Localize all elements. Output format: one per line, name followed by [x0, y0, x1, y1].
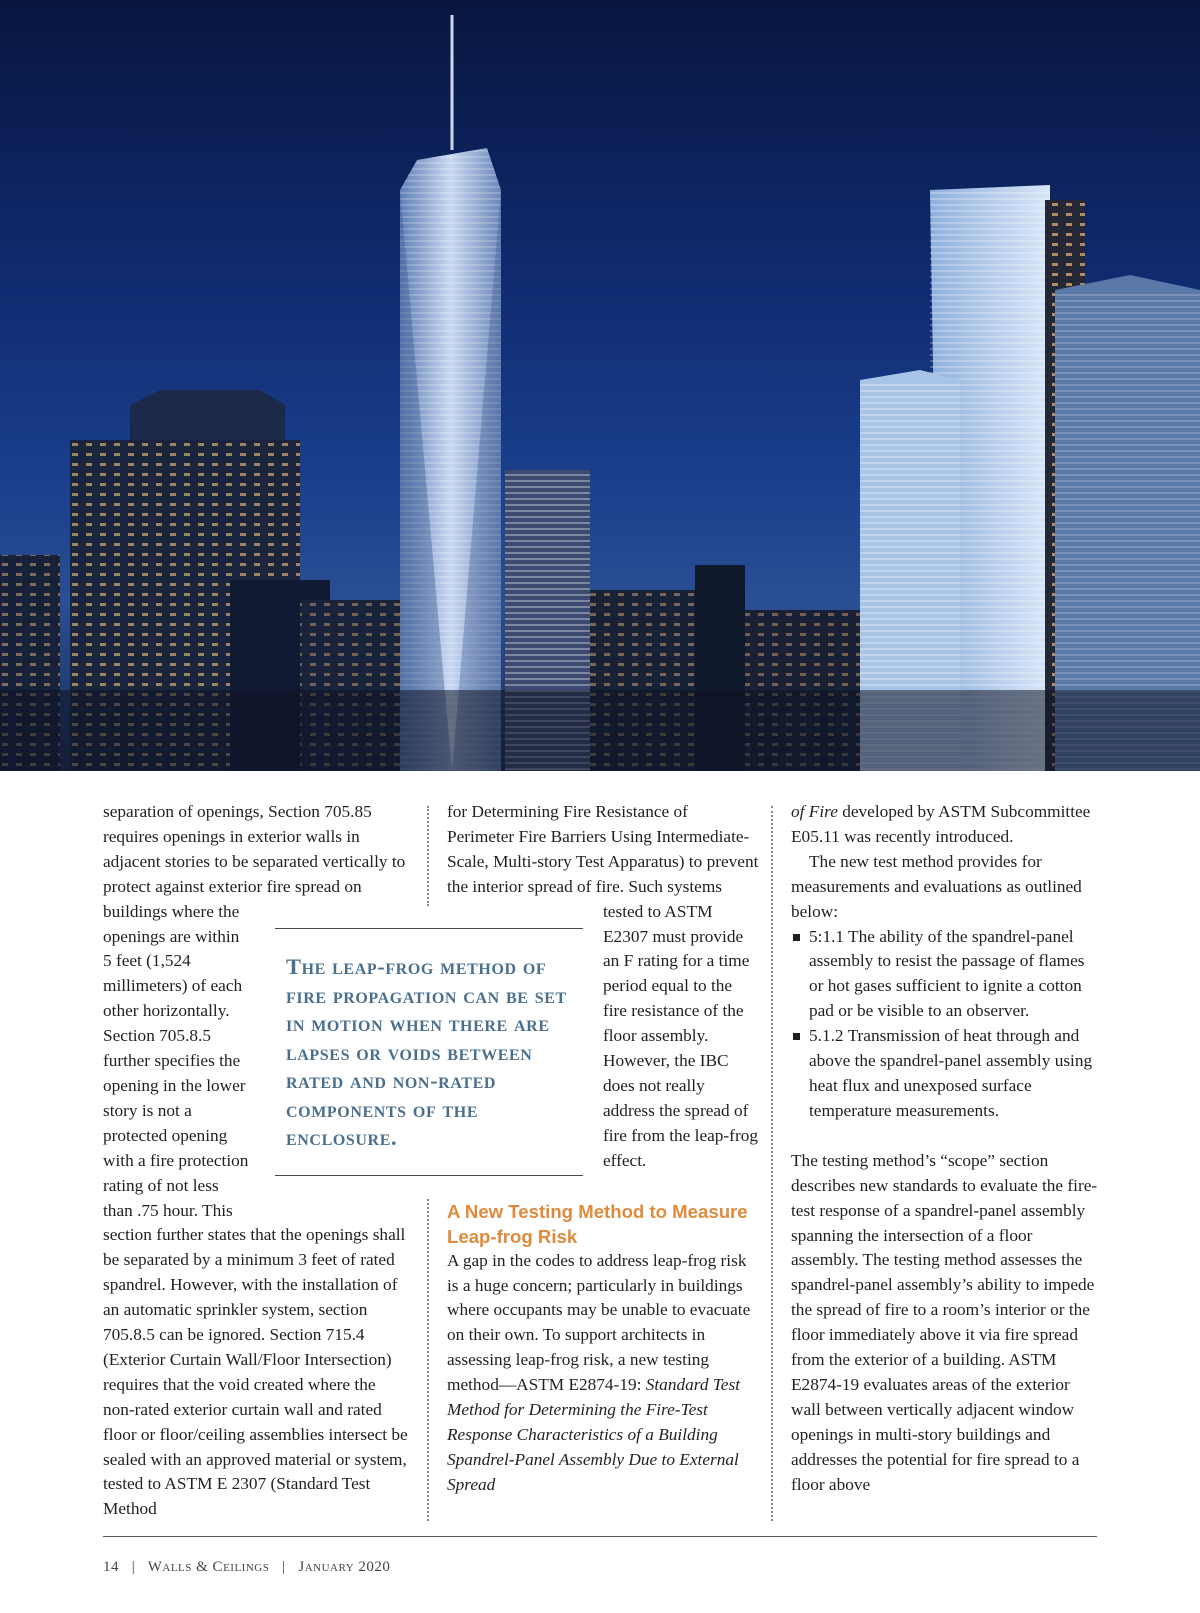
pull-quote-text: The leap-frog method of fire propagation can be set in motion when there are lapses or voids between rated and non-rated components of the enclosure.: [286, 954, 567, 1150]
issue-date: January 2020: [298, 1559, 391, 1575]
col3-paragraph-1: of Fire developed by ASTM Subcommittee E05.11 was recently introduced.: [791, 802, 1091, 846]
skyline-photo: [0, 0, 1200, 771]
col2-paragraph-1: for Determining Fire Resistance of Perimeter Fire Barriers Using Intermediate-Scale, Multi-story Test Apparatus) to prevent the interior spread of fire. Such systems tested to ASTM E2307 must provide an F rating for a time period equal to the fire resistance of the floor assembly. However, the IBC does not really address the spread of fire from the leap-frog effect.: [447, 802, 759, 1170]
page-number: 14: [103, 1559, 119, 1575]
section-heading: A New Testing Method to Measure Leap-frog Risk: [447, 1200, 748, 1247]
column-3: [791, 800, 1101, 1497]
magazine-name: Walls & Ceilings: [147, 1559, 270, 1575]
page-footer: 14 | Walls & Ceilings | January 2020: [103, 1559, 391, 1575]
column-divider-1b: [427, 1199, 429, 1521]
footer-rule: [103, 1536, 1097, 1537]
column-divider-2: [771, 806, 773, 1521]
skyline-illustration: [0, 0, 1200, 771]
list-item: 5:1.1 The ability of the spandrel-panel assembly to resist the passage of flames or hot gases sufficient to ignite a cotton pad or be visible to an observer.: [791, 925, 1101, 1025]
col1-paragraph: separation of openings, Section 705.85 requires openings in exterior walls in adjacent stories to be separated vertically to protect against exterior fire spread on buildings where the openings are within 5 feet (1,524 millimeters) of each other horizontally. Section 705.8.5 further specifies the opening in the lower story is not a protected opening with a fire protection rating of not less than .75 hour. This section further states that the openings shall be separated by a minimum 3 feet of rated spandrel. However, with the installation of an automatic sprinkler system, section 705.8.5 can be ignored. Section 715.4 (Exterior Curtain Wall/Floor Intersection) requires that the void created where the non-rated exterior curtain wall and rated floor or floor/ceiling assemblies intersect be sealed with an approved material or system, tested to ASTM E 2307 (Standard Test Method: [103, 802, 408, 1519]
col3-paragraph-2: The new test method provides for measurements and evaluations as outlined below:: [791, 851, 1082, 921]
col2-paragraph-2: A gap in the codes to address leap-frog risk is a huge concern; particularly in buildings where occupants may be unable to evacuate on their own. To support architects in assessing leap-frog risk, a new testing method—ASTM E2874-19: Standard Test Method for Determining the Fire-Test Response Characteristics of a Building Spandrel-Panel Assembly Due to External Spread: [447, 1250, 751, 1494]
col3-paragraph-3: The testing method’s “scope” section describes new standards to evaluate the fire-test response of a spandrel-panel assembly spanning the intersection of a floor assembly. The testing method assesses the spandrel-panel assembly’s ability to impede the spread of fire to a room’s interior or the floor immediately above it via fire spread from the exterior of a building. ASTM E2874-19 evaluates areas of the exterior wall between vertically adjacent window openings in multi-story buildings and addresses the potential for fire spread to a floor above: [791, 1150, 1098, 1494]
column-divider-1: [427, 806, 429, 906]
column-2: [447, 800, 759, 1498]
test-criteria-list: [791, 925, 1101, 1124]
list-item: 5.1.2 Transmission of heat through and above the spandrel-panel assembly using heat flux and unexposed surface temperature measurements.: [791, 1024, 1101, 1124]
